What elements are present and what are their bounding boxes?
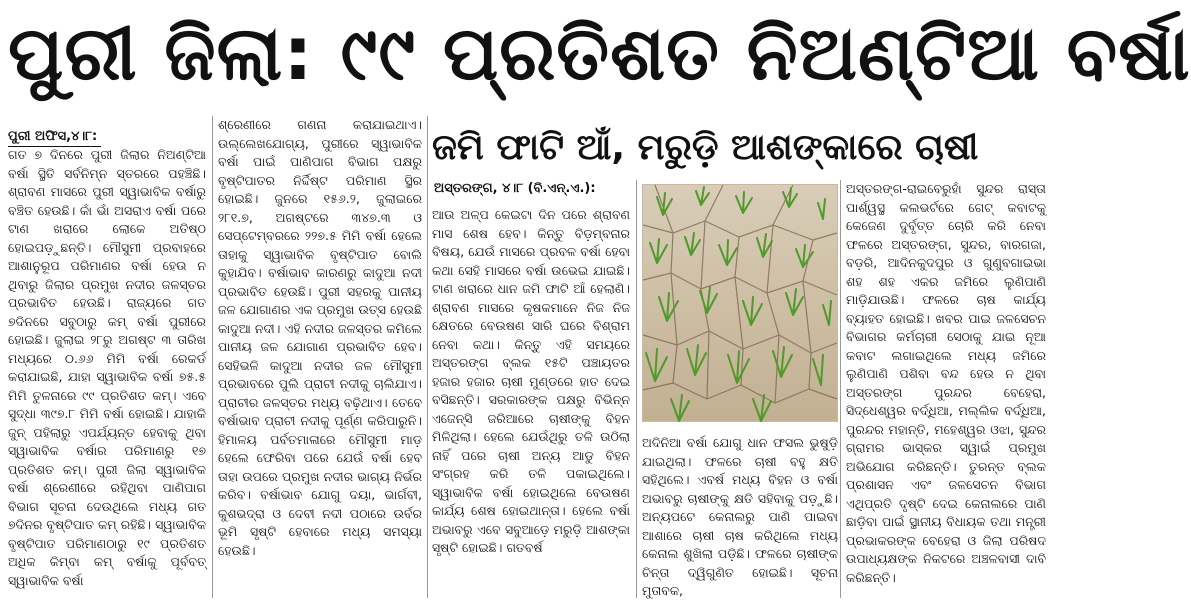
article-column-3: ଆଉ ଅଳ୍ପ କେଇଟା ଦିନ ପରେ ଶ୍ରାବଣ ମାସ ଶେଷ ହେବ। କିନ୍ତୁ ବିଡ଼ମ୍ବନାର ବିଷୟ, ଯେଉଁ ମାସରେ ପ୍ରବଳ ବର୍ଷା ହେବା କଥା ସେହି ମାସରେ ବର୍ଷା ଉଭେଇ ଯାଇଛି। ଟାଣ ଖରାରେ ଧାନ ଜମି ଫାଟି ଆଁ ହେଲାଣି। ଶ୍ରାବଣ ମାସରେ କୃଷକମାନେ ନିଜ ନିଜ କ୍ଷେତରେ ବେଉଷଣ ସାରି ଘରେ ବିଶ୍ରାମ ନେବା କଥା। କିନ୍ତୁ ଏହି ସମୟରେ ଅସ୍ତରଙ୍ଗ ବ୍ଲକ ୧୫ଟି ପଞ୍ଚାୟତର ହଜାର ହଜାର ଚାଷୀ ମୁଣ୍ଡରେ ହାତ ଦେଇ ବସିଛନ୍ତି। ସରକାରଙ୍କ ପକ୍ଷରୁ ବିଭିନ୍ନ ଏଜେନ୍ସି ଜରିଆରେ ଚାଷୀଙ୍କୁ ବିହନ ମିଳିଥିଲା। ହେଲେ ଯେଉଁଥିରୁ ତଳି ଉଠିଲା ନାହିଁ ପରେ ଚାଷୀ ଅନ୍ୟ ଆଡୁ ବିହନ ସଂଗ୍ରହ କରି ତଳି ପକାଇଥିଲେ। ସ୍ୱାଭାବିକ ବର୍ଷା ହୋଇଥିଲେ ବେଉଷଣ କାର୍ଯ୍ୟ ଶେଷ ହୋଇଥାନ୍ତା। ହେଲେ ବର୍ଷା ଅଭାବରୁ ଏବେ ସବୁଆଡ଼େ ମରୁଡ଼ି ଆଶଙ୍କା ସୃଷ୍ଟି ହୋଇଛି। ଗତବର୍ଷ [432,207,630,555]
column-divider [636,180,637,598]
column-divider [840,180,841,598]
dateline-puri-office: ପୁରୀ ଅଫିସ,୪।୮: [8,128,101,147]
dateline-astaranga: ଅସ୍ତରଙ୍ଗ, ୪।୮ (ବି.ଏନ୍.ଏ.): [434,181,596,196]
article-column-2: ଶ୍ରେଣୀରେ ଗଣନା କରାଯାଇଥାଏ। ଉଲ୍ଲେଖଯୋଗ୍ୟ, ପୁରୀରେ ସ୍ୱାଭାବିକ ବର୍ଷା ପାଇଁ ପାଣିପାଗ ବିଭାଗ ପକ୍ଷରୁ ବୃଷ୍ଟିପାତର ନିର୍ଦ୍ଦିଷ୍ଟ ପରିମାଣ ସ୍ଥିର ହୋଇଛି। ଜୁନରେ ୧୫୬.୨, ଜୁଲାଇରେ ୨୮୧.୭, ଅଗଷ୍ଟରେ ୩୪୭.୩ ଓ ସେପ୍ଟେମ୍ବରରେ ୨୨୭.୫ ମିମି ବର୍ଷା ହେଲେ ତାହାକୁ ସ୍ୱାଭାବିକ ବୃଷ୍ଟିପାତ ବୋଲି କୁହାଯିବ। ବର୍ଷାଭାବ କାରଣରୁ କାଦୁଆ ନଦୀ ପ୍ରଭାବିତ ହେଉଛି। ପୁରୀ ସହରକୁ ପାନୀୟ ଜଳ ଯୋଗାଣର ଏକ ପ୍ରମୁଖ ଉତ୍ସ ହେଉଛି କାଦୁଆ ନଦୀ। ଏହି ନଦୀର ଜଳସ୍ତର କମିଲେ ପାନୀୟ ଜଳ ଯୋଗାଣ ପ୍ରଭାବିତ ହେବ। ସେହିଭଳି କାଦୁଆ ନଦୀର ଜଳ ମୌସୁମୀ ପ୍ରଭାବରେ ପୁଲି ପ୍ରାଚୀ ନଦୀକୁ ଚାଲିଯାଏ। ପ୍ରାଚୀର ଜଳସ୍ତର ମଧ୍ୟ ବଢ଼ିଥାଏ। ତେବେ ବର୍ଷାଭାବ ପ୍ରାଚୀ ନଦୀକୁ ପୂର୍ଣ୍ଣ କରିପାରୁନି। ହିମାଳୟ ପର୍ବତମାଳାରେ ମୌସୁମୀ ମାଡ଼ ହେଲେ ଫେରିବା ପରେ ଯେଉଁ ବର୍ଷା ହେବ ତାହା ଉପରେ ପ୍ରମୁଖ ନଦୀର ଭାଗ୍ୟ ନିର୍ଭର କରିବ। ବର୍ଷାଭାବ ଯୋଗୁ ଦୟା, ଭାର୍ଗବୀ, କୁଶଭଦ୍ରା ଓ ଦେବୀ ନଦୀ ପଠାରେ ଉର୍ବର ଭୂମି ସୃଷ୍ଟି ହେବାରେ ମଧ୍ୟ ସମସ୍ୟା ହେଉଛି। [218,117,422,558]
column-divider [212,116,213,598]
cracked-field-photo [642,184,838,422]
article-column-5: ଅସ୍ତରଙ୍ଗ-ରାଇବେରୁହାଁ ସୁନ୍ଦର ରାସ୍ତା ପାର୍ଶ୍ୱସ୍ଥ କଲଭର୍ଟରେ ଗେଟ୍ କବାଟକୁ କେଜେଣ ଦୁର୍ବୃତ୍ତ ଚୋରି କରି ନେବା ଫଳରେ ଅସ୍ତରଙ୍ଗ, ସୁନ୍ଦର, ବାରଗଜା, ବଡ଼ରି, ଆଦିନକୁଦପୁର ଓ ଗୁଣୁବଗାଇଭା ଶହ ଶହ ଏକର ଜମିରେ ଲୁଣିପାଣି ମାଡ଼ିଯାଉଛି। ଫଳରେ ଚାଷ କାର୍ଯ୍ୟ ବ୍ୟାହତ ହୋଇଛି। ଖବର ପାଇ ଜଳସେଚନ ବିଭାଗର କର୍ମଚାରୀ ସେଠାକୁ ଯାଇ ନୂଆ କବାଟ ଲଗାଇଥିଲେ ମଧ୍ୟ ଜମିରେ ଲୁଣିପାଣି ପଶିବା ବନ୍ଦ ହେଉ ନ ଥିବା ଅସ୍ତରଙ୍ଗ ପୁରନ୍ଦର ବେହେରା, ସିଦ୍ଧେଶ୍ୱର ବର୍ଦ୍ଧିଆ, ମଲ୍ଲିକ ବର୍ଦ୍ଧିଆ, ପୁରନ୍ଦର ମହାନ୍ତି, ମହେଶ୍ୱର ଓଝା, ସୁନ୍ଦର ଗ୍ରାମର ଭାସ୍କର ସ୍ୱାଇଁ ପ୍ରମୁଖ ଅଭିଯୋଗ କରିଛନ୍ତି। ତୁରନ୍ତ ବ୍ଲକ ପ୍ରଶାସନ ଏବଂ ଜଳସେଚନ ବିଭାଗ ଏଥିପ୍ରତି ଦୃଷ୍ଟି ଦେଇ କେନାଲରେ ପାଣି ଛାଡ଼ିବା ପାଇଁ ସ୍ଥାନୀୟ ବିଧାୟକ ତଥା ମନ୍ତ୍ରୀ ପ୍ରଭାକରଙ୍କ ବେହେରା ଓ ଜିଲା ପରିଷଦ ଉପାଧ୍ୟକ୍ଷଙ୍କ ନିକଟରେ ଅଞ୍ଚଳବାସୀ ଦାବି କରିଛନ୍ତି। [846,181,1046,585]
subheadline: ଜମି ଫାଟି ଆଁ, ମରୁଡ଼ି ଆଶଙ୍କାରେ ଚାଷୀ [432,127,979,168]
article-column-4: ଅଦିନିଆ ବର୍ଷା ଯୋଗୁ ଧାନ ଫସଲ ଭୁଷୁଡ଼ି ଯାଇଥିଲା। ଫଳରେ ଚାଷୀ ବହୁ କ୍ଷତି ସହିଥିଲେ। ଏବର୍ଷ ମଧ୍ୟ ବିହନ ଓ ବର୍ଷା ଅଭାବରୁ ଚାଷୀଙ୍କୁ କ୍ଷତି ସହିବାକୁ ପଡ଼ୁଛି। ଅନ୍ୟପଟେ କେନାଲରୁ ପାଣି ପାଇବା ଆଶାରେ ଚାଷୀ ଚାଷ କରିଥିଲେ ମଧ୍ୟ କେନାଲ ଶୁଖିଲା ପଡ଼ିଛି। ଫଳରେ ଚାଷୀଙ୍କ ଚିନ୍ତା ଦ୍ୱିଗୁଣିତ ହୋଇଛି। ସୂଚନା ମୁତାବକ, [642,435,838,598]
article-column-1: ଗତ ୭ ଦିନରେ ପୁରୀ ଜିଲାର ନିଅଣ୍ଟିଆ ବର୍ଷା ସ୍ଥିତି ସର୍ବନିମ୍ନ ସ୍ତରରେ ପହଞ୍ଚିଛି। ଶ୍ରାବଣ ମାସରେ ପୁରୀ ସ୍ୱାଭାବିକ ବର୍ଷାରୁ ବଞ୍ଚିତ ହେଉଛି। କାଁ ଭାଁ ଅସରାଏ ବର୍ଷା ପରେ ଟାଣ ଖରାରେ ଲୋକେ ଅତିଷ୍ଠ ହୋଇପଡ଼ୁଛନ୍ତି। ମୌସୁମୀ ପ୍ରବାହରେ ଆଶାନୁରୂପ ପରିମାଣର ବର୍ଷା ହେଉ ନ ଥିବାରୁ ଜିଲାର ପ୍ରମୁଖ ନଦୀର ଜଳସ୍ତର ପ୍ରଭାବିତ ହେଉଛି। ରାଜ୍ୟରେ ଗତ ୭ଦିନରେ ସବୁଠାରୁ କମ୍ ବର୍ଷା ପୁରୀରେ ହୋଇଛି। ଜୁଲାଇ ୨୮ରୁ ଅଗଷ୍ଟ ୩ ତାରିଖ ମଧ୍ୟରେ ୦.୬୬ ମିମି ବର୍ଷା ରେକର୍ଡ କରାଯାଇଛି, ଯାହା ସ୍ୱାଭାବିକ ବର୍ଷା ୭୫.୫ ମିମି ତୁଳନାରେ ୯୯ ପ୍ରତିଶତ କମ୍। ଏବେ ସୁଦ୍ଧା ୩୯୭.୮ ମିମି ବର୍ଷା ହୋଇଛି। ଯାହାକି ଜୁନ୍ ପହିଲାରୁ ଏପର୍ଯ୍ୟନ୍ତ ହେବାକୁ ଥିବା ସ୍ୱାଭାବିକ ବର୍ଷାର ପରିମାଣରୁ ୧୭ ପ୍ରତିଶତ କମ୍। ପୁରୀ ଜିଲା ସ୍ୱାଭାବିକ ବର୍ଷା ଶ୍ରେଣୀରେ ରହିଥିବା ପାଣିପାଗ ବିଭାଗ ସୂଚନା ଦେଉଥିଲେ ମଧ୍ୟ ଗତ ୭ଦିନର ବୃଷ୍ଟିପାତ କମ୍ ରହିଛି। ସ୍ୱାଭାବିକ ବୃଷ୍ଟିପାତ ପରିମାଣଠାରୁ ୧୯ ପ୍ରତିଶତ ଅଧିକ କିମ୍ବା କମ୍ ବର୍ଷାକୁ ପୂର୍ବବତ୍ ସ୍ୱାଭାବିକ ବର୍ଷା [8,147,206,588]
headline: ପୁରୀ ଜିଲା: ୯୯ ପ୍ରତିଶତ ନିଅଣ୍ଟିଆ ବର୍ଷା [8,11,1191,97]
column-divider [427,116,428,598]
